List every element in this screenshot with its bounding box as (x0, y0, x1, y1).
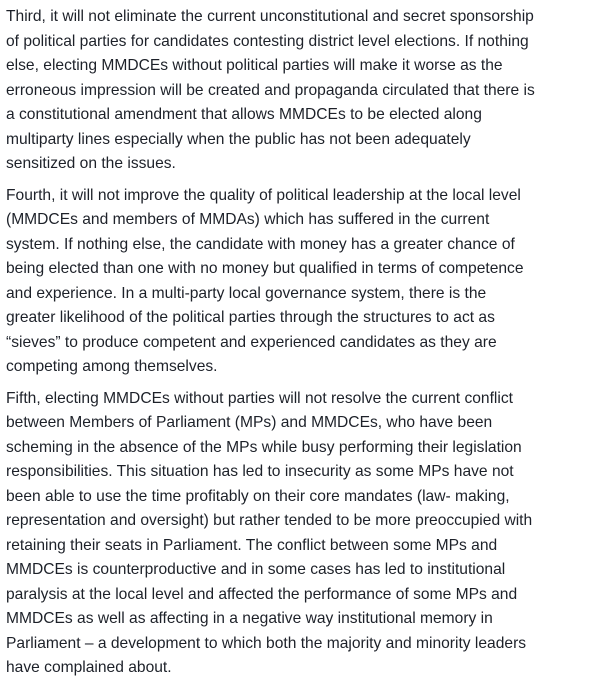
paragraph-line: multiparty lines especially when the public has not been adequately (6, 130, 471, 148)
paragraph-line: being elected than one with no money but qualified in terms of competence (6, 260, 524, 277)
paragraph-line: erroneous impression will be created and propaganda circulated that there is (6, 81, 535, 99)
paragraph-line: have complained about. (6, 659, 172, 676)
paragraph-line: else, electing MMDCEs without political parties will make it worse as the (6, 57, 503, 74)
paragraph-line: Fourth, it will not improve the quality of political leadership at the local level (6, 186, 521, 204)
paragraph-line: Parliament – a development to which both the majority and minority leaders (6, 634, 527, 652)
paragraph-line: responsibilities. This situation has led to insecurity as some MPs have not (6, 463, 514, 480)
paragraph-line: greater likelihood of the political parties through the structures to act as (6, 309, 495, 326)
paragraph-line: system. If nothing else, the candidate with money has a greater chance of (6, 235, 515, 253)
paragraph-line: Fifth, electing MMDCEs without parties will not resolve the current conflict (6, 389, 513, 407)
paragraph-line: Third, it will not eliminate the current unconstitutional and secret sponsorship (6, 8, 534, 25)
paragraph-fifth (6, 387, 607, 681)
paragraph-line: of political parties for candidates contesting district level elections. If nothing (6, 32, 529, 50)
paragraph-line: MMDCEs as well as affecting in a negative way institutional memory in (6, 610, 493, 627)
paragraph-line: sensitized on the issues. (6, 155, 176, 172)
paragraph-line: “sieves” to produce competent and experienced candidates as they are (6, 333, 497, 351)
paragraph-line: been able to use the time profitably on their core mandates (law- making, (6, 487, 510, 505)
paragraph-line: competing among themselves. (6, 358, 218, 375)
paragraph-line: and experience. In a multi-party local governance system, there is the (6, 284, 487, 302)
paragraph-fourth (6, 184, 607, 380)
paragraph-line: representation and oversight) but rather tended to be more preoccupied with (6, 512, 533, 529)
paragraph-line: between Members of Parliament (MPs) and MMDCEs, who have been (6, 414, 493, 431)
paragraph-line: a constitutional amendment that allows MMDCEs to be elected along (6, 106, 482, 123)
paragraph-line: retaining their seats in Parliament. The conflict between some MPs and (6, 536, 498, 554)
paragraph-third (6, 5, 607, 177)
paragraph-line: (MMDCEs and members of MMDAs) which has suffered in the current (6, 211, 490, 228)
paragraph-line: MMDCEs is counterproductive and in some cases has led to institutional (6, 561, 506, 578)
paragraph-line: paralysis at the local level and affected the performance of some MPs and (6, 585, 518, 603)
paragraph-line: scheming in the absence of the MPs while busy performing their legislation (6, 438, 522, 456)
